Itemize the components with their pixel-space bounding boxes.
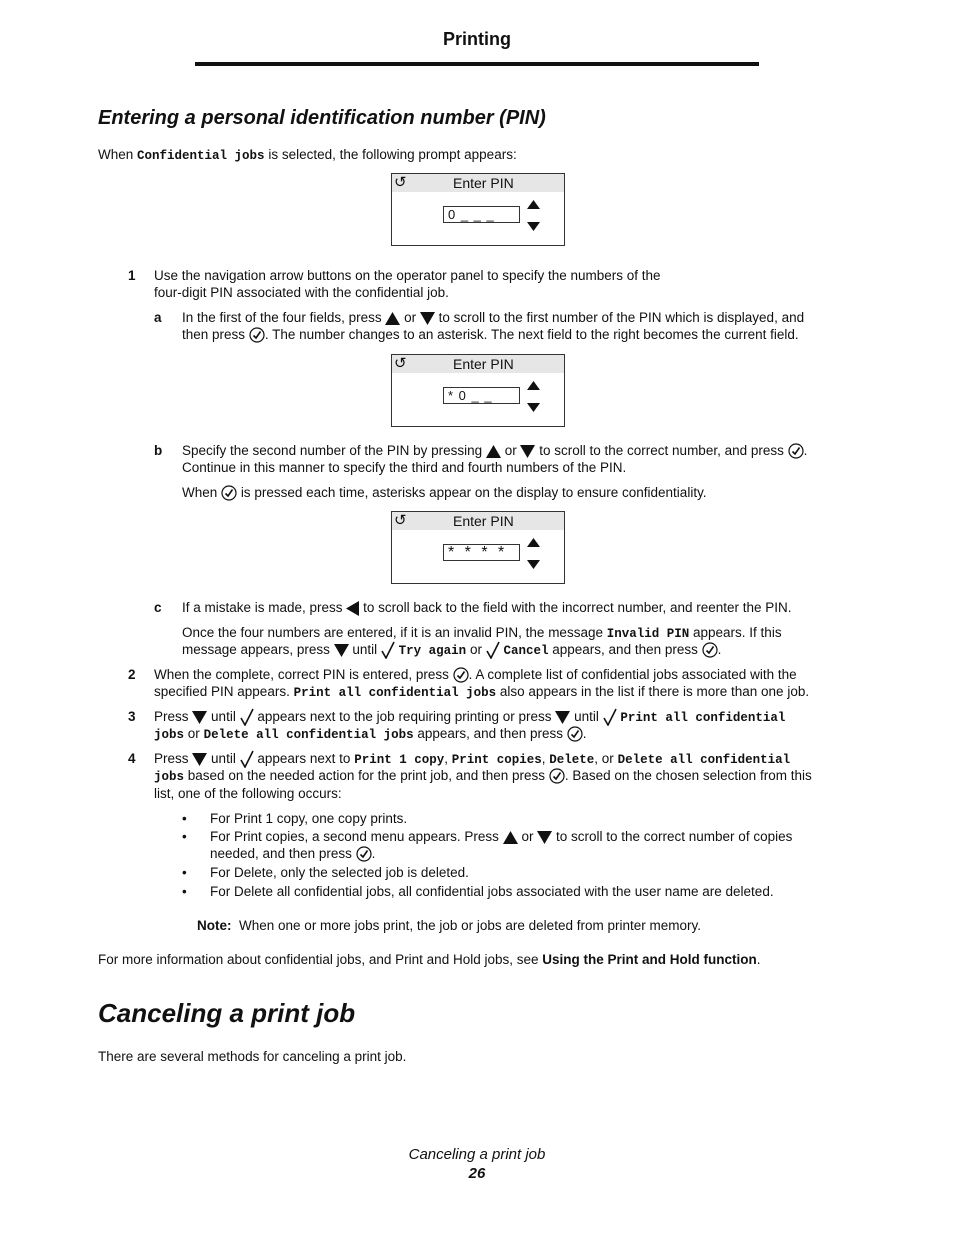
step1a-line2: then press . The number changes to an asterisk. The next field to the right becomes the current field. (182, 327, 799, 342)
step1-line2: four-digit PIN associated with the confidential job. (154, 285, 449, 300)
bullet-icon: • (182, 865, 187, 880)
step-number: 1 (128, 268, 136, 283)
enter-pin-display-2 (391, 354, 565, 427)
bullet-icon: • (182, 811, 187, 826)
left-arrow-icon (346, 601, 359, 616)
up-arrow-icon (486, 445, 501, 458)
step1c-line2: Once the four numbers are entered, if it is an invalid PIN, the message Invalid PIN appears. If this (182, 625, 782, 641)
step4-line3: list, one of the following occurs: (154, 786, 342, 801)
bullet-item: For Delete, only the selected job is deleted. (210, 865, 469, 880)
step1c-line3: message appears, press until Try again or Cancel appears, and then press . (182, 642, 722, 658)
check-mark-icon (240, 708, 254, 726)
down-arrow-icon (192, 753, 207, 766)
up-arrow-icon (503, 831, 518, 844)
select-check-icon (249, 327, 265, 343)
bullet-icon: • (182, 829, 187, 844)
step2-line1: When the complete, correct PIN is entered, press . A complete list of confidential jobs associated with the (154, 667, 797, 682)
back-icon: ↺ (394, 174, 407, 191)
bullet-item-continued: needed, and then press . (210, 846, 376, 861)
select-check-icon (567, 726, 583, 742)
back-icon: ↺ (394, 355, 407, 372)
step3-line1: Press until appears next to the job requiring printing or press until Print all confidential (154, 709, 786, 725)
step1a-line1: In the first of the four fields, press or to scroll to the first number of the PIN which is displayed, and (182, 310, 805, 325)
down-arrow-icon (527, 560, 540, 569)
select-check-icon (356, 846, 372, 862)
print-and-hold-link[interactable]: Using the Print and Hold function (542, 952, 757, 967)
check-mark-icon (603, 708, 617, 726)
section-heading-cancel: Canceling a print job (98, 998, 356, 1028)
step3-line2: jobs or Delete all confidential jobs appears, and then press . (154, 726, 587, 742)
note: Note: When one or more jobs print, the job or jobs are deleted from printer memory. (197, 918, 701, 933)
pin-field: 0 _ _ _ (443, 206, 520, 223)
display-title: Enter PIN (453, 356, 514, 372)
bullet-item: For Print 1 copy, one copy prints. (210, 811, 408, 826)
select-check-icon (221, 485, 237, 501)
bullet-item: For Print copies, a second menu appears. Press or to scroll to the correct number of copies (210, 829, 793, 844)
select-check-icon (549, 768, 565, 784)
intro-paragraph: When Confidential jobs is selected, the following prompt appears: (98, 147, 517, 163)
footer-section-title: Canceling a print job (408, 1146, 546, 1163)
pin-field: * * * * (443, 544, 520, 561)
substep-letter: a (154, 310, 162, 325)
up-arrow-icon (527, 381, 540, 390)
step1b-line2: Continue in this manner to specify the third and fourth numbers of the PIN. (182, 460, 627, 475)
down-arrow-icon (192, 711, 207, 724)
cancel-intro: There are several methods for canceling a print job. (98, 1049, 407, 1064)
step-number: 2 (128, 667, 136, 682)
step1b-line1: Specify the second number of the PIN by pressing or to scroll to the correct number, and press . (182, 443, 808, 458)
up-arrow-icon (527, 200, 540, 209)
header-rule (195, 62, 759, 66)
enter-pin-display-3 (391, 511, 565, 584)
step4-line2: jobs based on the needed action for the print job, and then press . Based on the chosen selection from this (154, 768, 812, 784)
display-title: Enter PIN (453, 513, 514, 529)
down-arrow-icon (527, 222, 540, 231)
down-arrow-icon (334, 644, 349, 657)
step-number: 3 (128, 709, 136, 724)
step-number: 4 (128, 751, 136, 766)
bullet-icon: • (182, 884, 187, 899)
step4-line1: Press until appears next to Print 1 copy, Print copies, Delete, or Delete all confidential (154, 751, 791, 767)
down-arrow-icon (420, 312, 435, 325)
more-info-paragraph: For more information about confidential jobs, and Print and Hold jobs, see Using the Print and Hold function. (98, 952, 761, 967)
pin-field: * 0 _ _ (443, 387, 520, 404)
down-arrow-icon (520, 445, 535, 458)
page-header-title: Printing (443, 29, 511, 49)
back-icon: ↺ (394, 512, 407, 529)
check-mark-icon (240, 750, 254, 768)
up-arrow-icon (385, 312, 400, 325)
select-check-icon (788, 443, 804, 459)
select-check-icon (453, 667, 469, 683)
step2-line2: specified PIN appears. Print all confidential jobs also appears in the list if there is more than one job. (154, 684, 810, 700)
down-arrow-icon (527, 403, 540, 412)
substep-letter: c (154, 600, 162, 615)
step1c-line1: If a mistake is made, press to scroll back to the field with the incorrect number, and reenter the PIN. (182, 600, 792, 615)
bullet-item: For Delete all confidential jobs, all confidential jobs associated with the user name are deleted. (210, 884, 774, 899)
enter-pin-display-1 (391, 173, 565, 246)
step1b-line3: When is pressed each time, asterisks appear on the display to ensure confidentiality. (182, 485, 707, 500)
display-title: Enter PIN (453, 175, 514, 191)
substep-letter: b (154, 443, 163, 458)
select-check-icon (702, 642, 718, 658)
check-mark-icon (486, 641, 500, 659)
section-heading-pin: Entering a personal identification number (PIN) (98, 107, 546, 129)
down-arrow-icon (537, 831, 552, 844)
step1-line1: Use the navigation arrow buttons on the operator panel to specify the numbers of the (154, 268, 661, 283)
down-arrow-icon (555, 711, 570, 724)
footer-page-number: 26 (468, 1165, 486, 1182)
up-arrow-icon (527, 538, 540, 547)
check-mark-icon (381, 641, 395, 659)
